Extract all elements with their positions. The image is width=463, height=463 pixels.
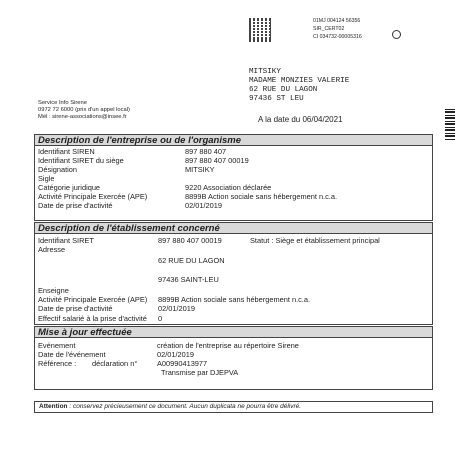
recipient-line-3: 62 RUE DU LAGON — [249, 86, 318, 94]
attention-text: : conservez précieusement ce document. Aucun duplicata ne pourra être délivré. — [69, 403, 302, 410]
qr-code-icon — [249, 18, 273, 42]
etab-date-label: Date de prise d'activité — [38, 304, 113, 313]
siret-siege-value: 897 880 407 00019 — [185, 156, 249, 165]
attention-notice — [34, 401, 433, 413]
reference-label: Référence : — [38, 359, 77, 368]
contact-line-2: 0972 72 6000 (prix d'un appel local) — [38, 107, 130, 113]
date-line: A la date du 06/04/2021 — [258, 115, 343, 124]
recipient-line-1: MITSIKY — [249, 68, 281, 76]
enseigne-label: Enseigne — [38, 286, 69, 295]
maj-section-title: Mise à jour effectuée — [34, 326, 433, 338]
adresse-label: Adresse — [38, 245, 66, 254]
siren-label: Identifiant SIREN — [38, 147, 95, 156]
contact-line-3: Mél : sirene-associations@insee.fr — [38, 114, 127, 120]
designation-value: MITSIKY — [185, 165, 215, 174]
effectif-label: Effectif salarié à la prise d'activité — [38, 314, 147, 323]
etab-ape-value: 8899B Action sociale sans hébergement n.c.a. — [158, 295, 311, 304]
contact-line-1: Service Info Sirene — [38, 100, 87, 106]
etab-date-value: 02/01/2019 — [158, 304, 195, 313]
reference-line-3: CI 034732-00005316 — [313, 34, 362, 40]
date-activite-value: 02/01/2019 — [185, 201, 222, 210]
evenement-label: Evénement — [38, 341, 76, 350]
statut-text: Statut : Siège et établissement principal — [250, 236, 380, 245]
siret-label: Identifiant SIRET — [38, 236, 94, 245]
designation-label: Désignation — [38, 165, 78, 174]
categorie-juridique-value: 9220 Association déclarée — [185, 183, 272, 192]
entreprise-section-title: Description de l'entreprise ou de l'organisme — [34, 134, 433, 146]
evenement-value: création de l'entreprise au répertoire Sirene — [157, 341, 299, 350]
etablissement-section-title: Description de l'établissement concerné — [34, 222, 433, 234]
recipient-line-4: 97436 ST LEU — [249, 95, 304, 103]
siren-value: 897 880 407 — [185, 147, 227, 156]
punch-hole-icon — [392, 30, 401, 39]
reference-line-2: SIR_CERT02 — [313, 26, 345, 32]
declaration-value: A00990413977 — [157, 359, 208, 368]
adresse-line-1: 62 RUE DU LAGON — [158, 256, 225, 265]
recipient-line-2: MADAME MONZIES VALERIE — [249, 77, 350, 85]
adresse-line-2: 97436 SAINT-LEU — [158, 275, 219, 284]
date-evenement-value: 02/01/2019 — [157, 350, 194, 359]
date-activite-label: Date de prise d'activité — [38, 201, 113, 210]
attention-label: Attention — [39, 403, 68, 410]
date-evenement-label: Date de l'événement — [38, 350, 106, 359]
ape-value: 8899B Action sociale sans hébergement n.c.a. — [185, 192, 338, 201]
reference-line-1: 01MJ 004124 56356 — [313, 18, 361, 24]
siret-siege-label: Identifiant SIRET du siège — [38, 156, 124, 165]
categorie-juridique-label: Catégorie juridique — [38, 183, 101, 192]
transmise-text: Transmise par DJEPVA — [161, 368, 239, 377]
declaration-label: déclaration n° — [92, 359, 138, 368]
ape-label: Activité Principale Exercée (APE) — [38, 192, 148, 201]
effectif-value: 0 — [158, 314, 163, 323]
sigle-label: Sigle — [38, 174, 55, 183]
etab-ape-label: Activité Principale Exercée (APE) — [38, 295, 148, 304]
siret-value: 897 880 407 00019 — [158, 236, 222, 245]
side-barcode-icon — [445, 108, 455, 140]
